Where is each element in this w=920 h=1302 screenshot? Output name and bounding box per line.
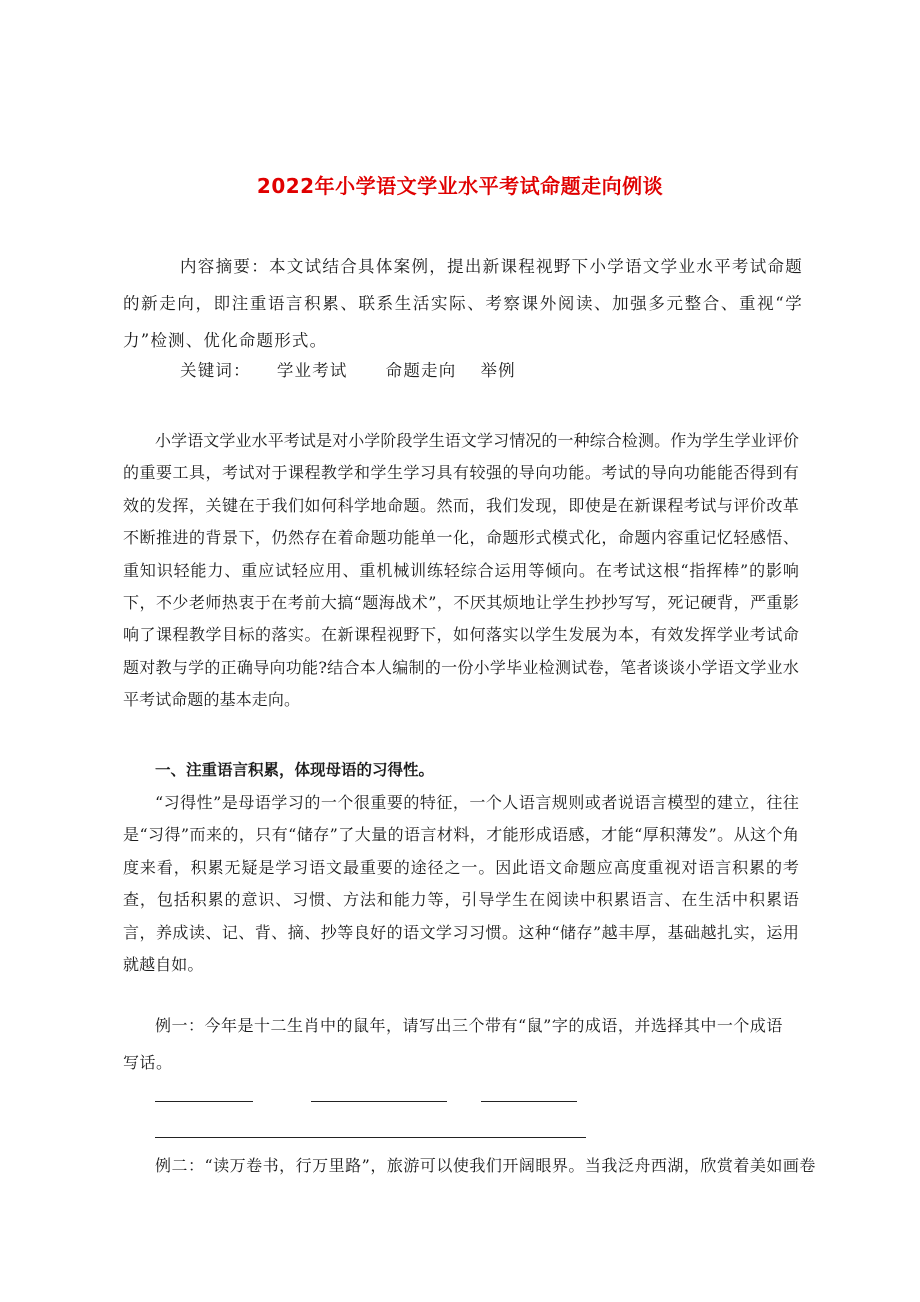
document-title: 2022年小学语文学业水平考试命题走向例谈 xyxy=(256,174,664,198)
abstract-paragraph: 内容摘要：本文试结合具体案例，提出新课程视野下小学语文学业水平考试命题的新走向，即注重语言积累、联系生活实际、考察课外阅读、加强多元整合、重视“学力”检测、优化命题形式。 xyxy=(123,257,803,350)
keyword-item: 举例 xyxy=(480,361,516,380)
keyword-item: 命题走向 xyxy=(385,361,457,380)
answer-blank-long[interactable] xyxy=(155,1137,586,1138)
example-two: 例二：“读万卷书，行万里路”，旅游可以使我们开阔眼界。当我泛舟西湖，欣赏着美如画卷 xyxy=(155,1156,816,1175)
answer-blank[interactable] xyxy=(311,1101,447,1102)
answer-blank[interactable] xyxy=(481,1101,577,1102)
answer-blank[interactable] xyxy=(155,1101,253,1102)
keywords-label: 关键词： xyxy=(180,361,251,380)
section-heading: 一、注重语言积累，体现母语的习得性。 xyxy=(155,761,435,779)
keywords-line xyxy=(180,356,516,386)
section-paragraph: “习得性”是母语学习的一个很重要的特征，一个人语言规则或者说语言模型的建立，往往是“习得”而来的，只有“储存”了大量的语言材料，才能形成语感，才能“厚积薄发”。从这个角度来看，积累无疑是学习语文最重要的途径之一。因此语文命题应高度重视对语言积累的考查，包括积累的意识、习惯、方法和能力等，引导学生在阅读中积累语言、在生活中积累语言，养成读、记、背、摘、抄等良好的语文学习习惯。这种“储存”越丰厚，基础越扎实，运用就越自如。 xyxy=(123,793,799,975)
keyword-item: 学业考试 xyxy=(276,361,348,380)
intro-paragraph: 小学语文学业水平考试是对小学阶段学生语文学习情况的一种综合检测。作为学生学业评价的重要工具，考试对于课程教学和学生学习具有较强的导向功能。考试的导向功能能否得到有效的发挥，关键在于我们如何科学地命题。然而，我们发现，即使是在新课程考试与评价改革不断推进的背景下，仍然存在着命题功能单一化，命题形式模式化，命题内容重记忆轻感悟、重知识轻能力、重应试轻应用、重机械训练轻综合运用等倾向。在考试这根“指挥棒”的影响下，不少老师热衷于在考前大搞“题海战术”，不厌其烦地让学生抄抄写写，死记硬背，严重影响了课程教学目标的落实。在新课程视野下，如何落实以学生发展为本，有效发挥学业考试命题对教与学的正确导向功能?结合本人编制的一份小学毕业检测试卷，笔者谈谈小学语文学业水平考试命题的基本走向。 xyxy=(123,431,800,710)
example-one: 例一：今年是十二生肖中的鼠年，请写出三个带有“鼠”字的成语，并选择其中一个成语写话。 xyxy=(123,1016,783,1072)
